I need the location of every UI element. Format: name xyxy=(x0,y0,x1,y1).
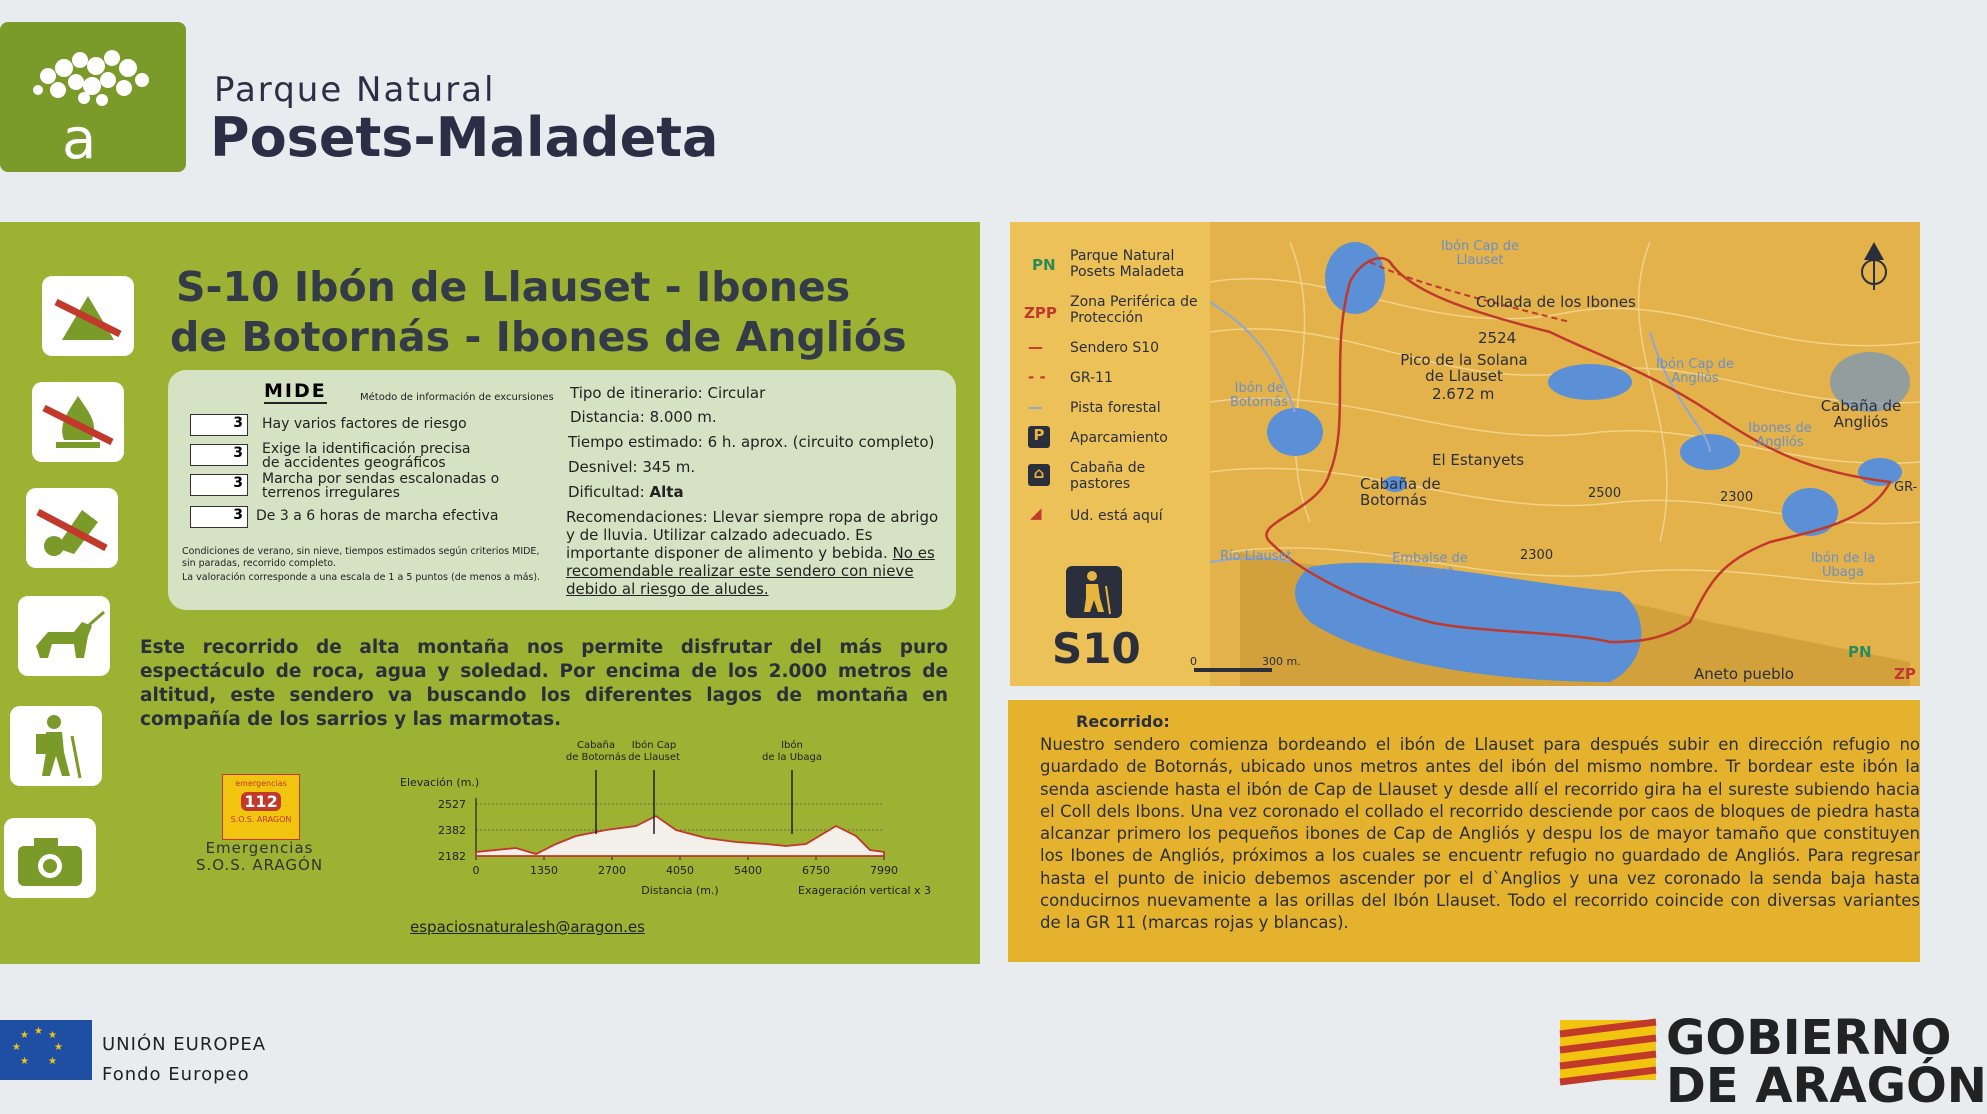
map-label-estanyets: El Estanyets xyxy=(1432,451,1525,469)
profile-xtick: 4050 xyxy=(666,864,694,877)
map-label-zp: ZP xyxy=(1894,665,1916,683)
recorrido-title: Recorrido: xyxy=(1076,712,1170,731)
water-ibon-cap-anglios: Ibón Cap de Angliós xyxy=(1655,357,1735,386)
map-label-pn: PN xyxy=(1848,643,1872,661)
profile-xtick: 7990 xyxy=(870,864,898,877)
legend-pn-symbol: PN xyxy=(1032,256,1056,274)
svg-text:★: ★ xyxy=(48,1030,57,1041)
emergency-badge-bottom: S.O.S. ARAGON xyxy=(230,815,292,824)
mide-terrain-text: Marcha por sendas escalonadas o terrenos irregulares xyxy=(262,471,500,501)
mide-orientation-text: Exige la identificación precisa de accidentes geográficos xyxy=(262,441,471,471)
profile-xtick: 2700 xyxy=(598,864,626,877)
svg-text:★: ★ xyxy=(12,1042,21,1053)
mide-effort-text: De 3 a 6 horas de marcha efectiva xyxy=(256,508,499,524)
map-contour-2500: 2500 xyxy=(1588,486,1622,501)
map-label-pico: Pico de la Solana de Llauset xyxy=(1400,351,1528,385)
map-scale-bar xyxy=(1194,668,1272,672)
park-subtitle: Parque Natural xyxy=(214,70,496,110)
no-flower-picking-icon xyxy=(26,488,118,568)
camera-icon xyxy=(4,818,96,898)
legend-parking-text: Aparcamiento xyxy=(1070,430,1168,446)
profile-ytick: 2382 xyxy=(438,824,466,837)
eu-text xyxy=(102,1030,266,1090)
mide-scale-note: La valoración corresponde a una escala de 1 a 5 puntos (de menos a más). xyxy=(182,572,541,583)
profile-exaggeration: Exageración vertical x 3 xyxy=(798,884,932,897)
desnivel: Desnivel: 345 m. xyxy=(568,458,696,476)
you-are-here-icon: ◢ xyxy=(1030,504,1042,522)
legend-sendero-text: Sendero S10 xyxy=(1070,340,1160,356)
profile-marker-label-2: de Botornás xyxy=(565,752,627,763)
contact-email[interactable]: espaciosnaturalesh@aragon.es xyxy=(410,918,645,936)
eu-flag-icon xyxy=(0,1020,92,1080)
avalanche-warning: No es recomendable realizar este sendero con nieve debido al riesgo de aludes. xyxy=(566,544,935,598)
water-ibon-ubaga: Ibón de la Ubaga xyxy=(1810,551,1876,580)
park-logo xyxy=(0,22,186,172)
hut-icon: ⌂ xyxy=(1028,464,1050,486)
recorrido-text: Nuestro sendero comienza bordeando el ibón de Llauset para después subir en dirección refugio no guardado de Botornás, ubicado unos metros antes del ibón del mismo nombre. Tr bordear este ibón la senda asciende hasta el ibón de Cap de Llauset y desde allí el recorrido gira ha el sureste subiendo hacia el Coll dels Ibons. Una vez coronado el collado el recorrido desciende por caos de bloques de piedra hasta alcanzar primero los pequeños ibones de Cap de Angliós y despu los de mayor tamaño que constituyen los Ibones de Angliós, próximos a los cuales se encuentr refugio no guardado de Angliós. Para regresar hasta el punto de inicio debemos ascender por el d`Anglios y una vez coronado la senda baja hasta conducirnos nuevamente a las orillas del Ibón Llauset. Todo el recorrido coincide con diversas variantes de la GR 11 (marcas rojas y blancas). xyxy=(1040,735,1920,933)
parking-icon: P xyxy=(1028,426,1050,448)
profile-xtick: 0 xyxy=(472,864,480,877)
map-scale-zero: 0 xyxy=(1190,655,1197,668)
map-label-gr: GR- xyxy=(1894,480,1918,495)
water-ibon-botornas: Ibón de Botornás xyxy=(1229,381,1289,410)
eu-line2: Fondo Europeo xyxy=(102,1064,250,1085)
map-label-aneto: Aneto pueblo xyxy=(1694,665,1794,683)
legend-hut-text: Cabaña de pastores xyxy=(1070,460,1146,492)
recomendaciones: Recomendaciones: Llevar siempre ropa de abrigo y de lluvia. Utilizar calzado adecuado. Es importante disponer de alimento y bebida. No es recomendable realizar este sendero con nieve debido al riesgo de aludes. xyxy=(566,508,939,598)
profile-ylabel: Elevación (m.) xyxy=(400,776,480,789)
emergency-number: 112 xyxy=(241,792,281,811)
profile-marker-label: Ibón Cap xyxy=(631,740,677,751)
tipo-itinerario: Tipo de itinerario: Circular xyxy=(570,384,766,402)
profile-marker-label-2: de la Ubaga xyxy=(761,752,823,763)
dificultad: Dificultad: Alta xyxy=(568,483,684,501)
mide-caption: Método de información de excursiones xyxy=(360,392,554,403)
mide-info-box xyxy=(168,370,956,610)
legend-sendero-symbol: — xyxy=(1028,338,1043,356)
dog-on-leash-icon xyxy=(18,596,110,676)
map-contour-2300: 2300 xyxy=(1520,548,1554,563)
map-label-pico-alt: 2.672 m xyxy=(1432,385,1495,403)
gobierno-line1: GOBIERNO xyxy=(1666,1010,1952,1066)
park-title: Posets-Maladeta xyxy=(210,106,719,169)
svg-text:★: ★ xyxy=(54,1042,63,1053)
mide-logo: MIDE xyxy=(264,380,327,402)
water-rio: Río Llauset xyxy=(1220,549,1292,564)
water-ibon-cap: Ibón Cap de Llauset xyxy=(1440,239,1520,268)
map-label-cabana-botornas: Cabaña de Botornás xyxy=(1360,475,1441,509)
legend-gr11-text: GR-11 xyxy=(1070,370,1113,386)
water-ibones-anglios: Ibones de Angliós xyxy=(1748,421,1812,450)
svg-text:★: ★ xyxy=(34,1026,43,1037)
gobierno-line2: DE ARAGÓN xyxy=(1666,1058,1987,1114)
legend-zpp-symbol: ZPP xyxy=(1024,304,1057,322)
mide-badge-risk: 3 xyxy=(190,414,248,436)
emergency-badge-top: emergencias xyxy=(235,779,287,788)
distancia: Distancia: 8.000 m. xyxy=(570,408,717,426)
profile-xtick: 5400 xyxy=(734,864,762,877)
map-scale-label: 300 m. xyxy=(1262,655,1301,668)
mide-note: Condiciones de verano, sin nieve, tiempos estimados según criterios MIDE, sin paradas, recorrido completo. xyxy=(182,546,540,569)
eu-line1: UNIÓN EUROPEA xyxy=(102,1034,267,1055)
tiempo-estimado: Tiempo estimado: 6 h. aprox. (circuito completo) xyxy=(568,433,935,451)
legend-pista-text: Pista forestal xyxy=(1070,400,1161,416)
emergency-line1: Emergencias xyxy=(205,839,314,857)
s10-hiker-icon xyxy=(1066,566,1122,618)
no-camping-icon xyxy=(42,276,134,356)
profile-area xyxy=(476,816,884,856)
mide-badge-terrain: 3 xyxy=(190,474,248,496)
north-arrow-icon xyxy=(1860,240,1888,292)
no-fire-icon xyxy=(32,382,124,462)
legend-pn-text: Parque Natural Posets Maladeta xyxy=(1070,248,1185,280)
route-title-line2: de Botornás - Ibones de Angliós xyxy=(170,313,907,361)
profile-xtick: 6750 xyxy=(802,864,830,877)
s10-label: S10 xyxy=(1052,624,1141,673)
emergency-line2: S.O.S. ARAGÓN xyxy=(196,856,324,874)
aragon-flag-icon xyxy=(1560,1020,1656,1080)
mide-badge-effort: 3 xyxy=(190,506,248,528)
profile-ytick: 2182 xyxy=(438,850,466,863)
mide-risk-text: Hay varios factores de riesgo xyxy=(262,416,467,432)
hiker-icon xyxy=(10,706,102,786)
svg-text:★: ★ xyxy=(20,1056,29,1067)
legend-pista-symbol: — xyxy=(1028,398,1043,416)
map-label-cabana-anglios: Cabaña de Angliós xyxy=(1820,397,1902,431)
mide-badge-orientation: 3 xyxy=(190,444,248,466)
profile-xtick: 1350 xyxy=(530,864,558,877)
profile-marker-label: Cabaña xyxy=(576,740,616,751)
profile-marker-label-2: de Llauset xyxy=(628,752,680,763)
map-label-collada: Collada de los Ibones xyxy=(1476,293,1636,311)
legend-you-are-here-text: Ud. está aquí xyxy=(1070,508,1163,524)
emergency-112-badge xyxy=(222,774,300,840)
elevation-profile xyxy=(390,740,930,910)
route-description: Este recorrido de alta montaña nos permite disfrutar del más puro espectáculo de roca, agua y soledad. Por encima de los 2.000 metros de altitud, este sendero va buscando los diferentes lagos de montaña en compañía de los sarrios y las marmotas. xyxy=(140,637,948,730)
profile-xlabel: Distancia (m.) xyxy=(641,884,719,897)
profile-ytick: 2527 xyxy=(438,798,466,811)
map-label-collada-alt: 2524 xyxy=(1478,329,1517,347)
route-title xyxy=(170,262,976,362)
legend-zpp-text: Zona Periférica de Protección xyxy=(1070,294,1198,326)
svg-text:★: ★ xyxy=(20,1030,29,1041)
emergency-caption xyxy=(196,840,323,874)
logo-letter: a xyxy=(62,107,97,172)
map-contour-2300b: 2300 xyxy=(1720,490,1754,505)
route-title-line1: S-10 Ibón de Llauset - Ibones xyxy=(176,263,851,311)
legend-gr11-symbol: - - xyxy=(1028,368,1046,386)
water-embalse: Embalse de Llauset xyxy=(1392,551,1468,580)
logo-dots-icon xyxy=(28,46,158,106)
profile-marker-label: Ibón xyxy=(781,740,803,751)
gobierno-text xyxy=(1666,1010,1987,1114)
svg-text:★: ★ xyxy=(48,1056,57,1067)
